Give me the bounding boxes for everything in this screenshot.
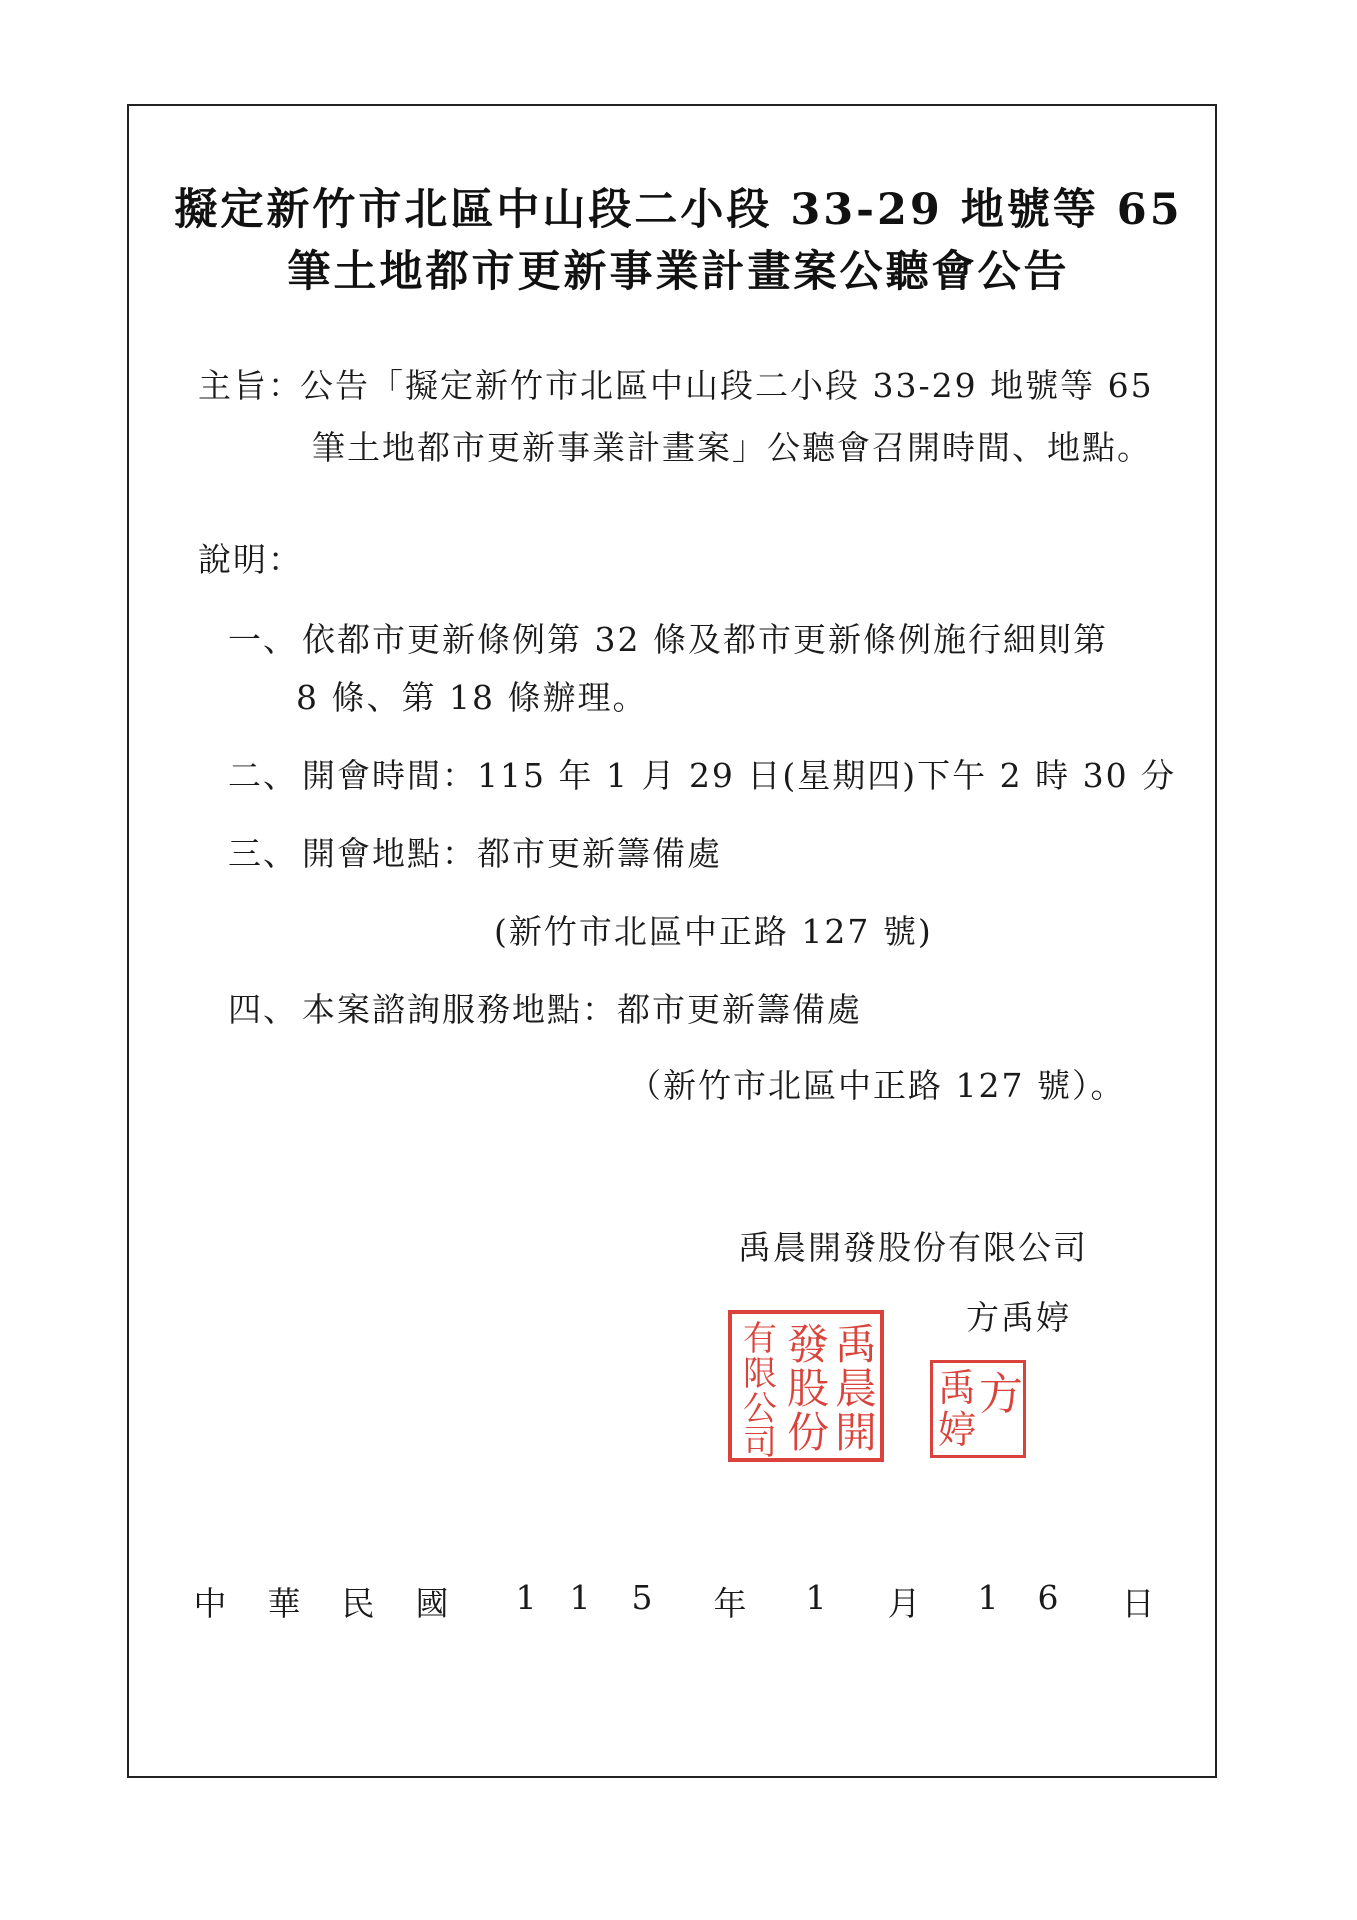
personal-seal-char: 婷 [937,1408,976,1452]
subject-line-1: 公告「擬定新竹市北區中山段二小段 33-29 地號等 65 [300,366,1154,405]
date-char: 1 [805,1578,827,1617]
date-char: 日 [1121,1584,1155,1623]
company-seal-char: 股 [786,1364,829,1413]
company-seal-char: 公 [743,1389,777,1429]
date-char: 國 [415,1584,449,1623]
item-1-line-1: 依都市更新條例第 32 條及都市更新條例施行細則第 [302,620,1108,659]
company-seal [728,1310,884,1462]
personal-seal [930,1360,1026,1458]
date-char: 5 [631,1578,653,1617]
date-char: 1 [569,1578,591,1617]
company-seal-char: 有 [743,1319,777,1359]
company-seal-char: 晨 [834,1364,877,1413]
title-line-1: 擬定新竹市北區中山段二小段 33-29 地號等 65 [174,185,1183,235]
company-seal-char: 禹 [834,1320,877,1369]
item-1-line-2: 8 條、第 18 條辦理。 [296,678,648,717]
item-1-number: 一、 [228,620,298,659]
title-line-2: 筆土地都市更新事業計畫案公聽會公告 [287,247,1070,297]
item-3-number: 三、 [228,834,298,873]
item-3-line-2: (新竹市北區中正路 127 號) [494,912,933,951]
date-char: 年 [713,1584,747,1623]
personal-seal-char: 禹 [937,1366,976,1410]
item-4-line-1: 本案諮詢服務地點：都市更新籌備處 [302,990,862,1029]
company-seal-char: 司 [743,1423,777,1463]
company-seal-char: 份 [786,1408,829,1457]
issue-date [193,1578,1156,1623]
item-4-line-2: （新竹市北區中正路 127 號）。 [628,1066,1126,1105]
item-3-line-1: 開會地點：都市更新籌備處 [302,834,722,873]
personal-seal-char: 方 [979,1369,1023,1420]
date-char: 民 [341,1584,375,1623]
date-char: 6 [1037,1578,1059,1617]
company-seal-char: 發 [786,1320,829,1369]
company-name: 禹晨開發股份有限公司 [738,1228,1088,1267]
explanation-label: 說明： [198,540,303,579]
date-char: 1 [977,1578,999,1617]
date-char: 華 [267,1584,301,1623]
company-seal-char: 開 [834,1408,877,1457]
representative-name: 方禹婷 [966,1298,1071,1337]
date-char: 中 [193,1584,227,1623]
item-4-number: 四、 [228,990,298,1029]
item-2-number: 二、 [228,756,298,795]
date-char: 月 [887,1584,921,1623]
date-char: 1 [515,1578,537,1617]
subject-label: 主旨： [198,366,303,405]
subject-line-2: 筆土地都市更新事業計畫案」公聽會召開時間、地點。 [312,428,1152,467]
item-2-line-1: 開會時間：115 年 1 月 29 日(星期四)下午 2 時 30 分 [302,756,1177,795]
company-seal-char: 限 [743,1354,777,1394]
